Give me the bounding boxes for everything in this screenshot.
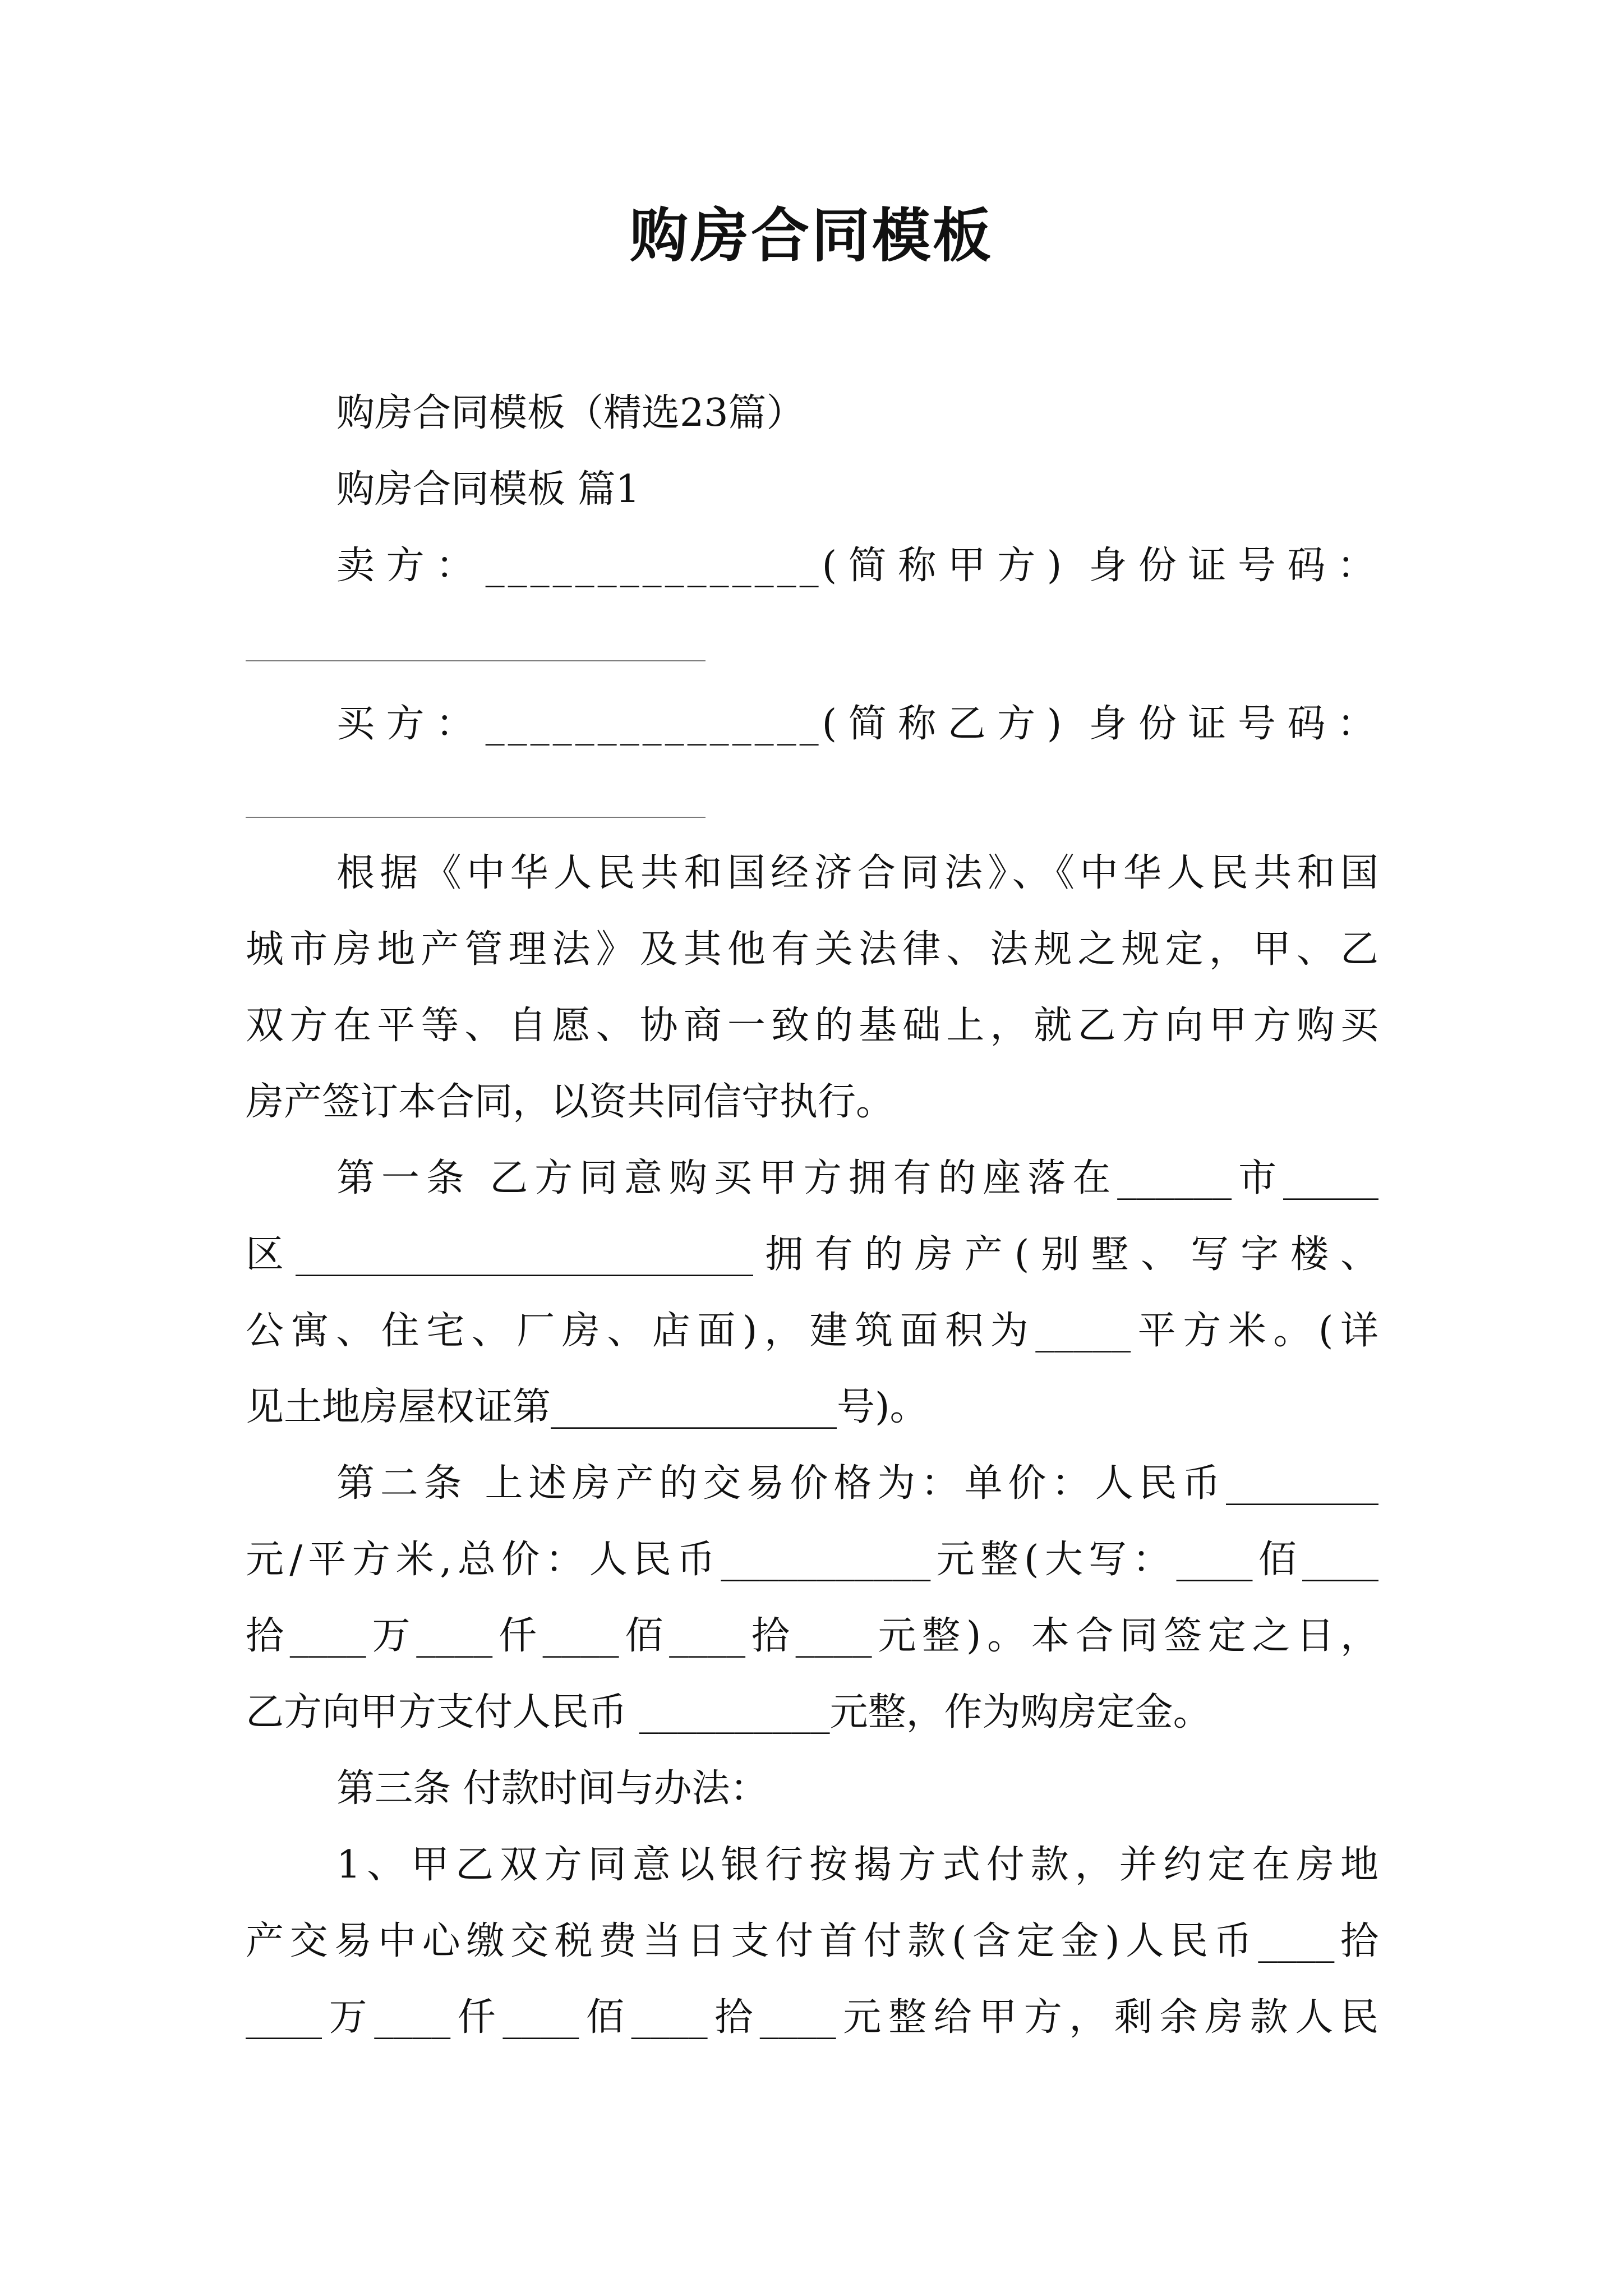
article1-line-3: 公寓、住宅、厂房、店面)，建筑面积为_____平方米。(详 <box>246 1309 1378 1353</box>
article2-line-1: 第二条 上述房产的交易价格为：单价：人民币________ <box>336 1461 1378 1506</box>
article1-line-4: 见土地房屋权证第_______________号)。 <box>246 1385 928 1429</box>
preamble-line-4: 房产签订本合同，以资共同信守执行。 <box>246 1080 895 1124</box>
buyer-id-blank <box>246 817 706 818</box>
article3-heading: 第三条 付款时间与办法： <box>336 1766 768 1811</box>
seller-id-blank <box>246 660 706 661</box>
seller-line: 卖方：_______________(简称甲方) 身份证号码： <box>336 544 1378 588</box>
section-heading: 购房合同模板 篇1 <box>336 467 640 512</box>
document-title: 购房合同模板 <box>629 201 993 270</box>
article1-line-1: 第一条 乙方同意购买甲方拥有的座落在______市_____ <box>336 1156 1378 1200</box>
article2-line-2: 元/平方米,总价：人民币___________元整(大写：____佰____ <box>246 1538 1378 1582</box>
buyer-line: 买方：_______________(简称乙方) 身份证号码： <box>336 702 1378 746</box>
article2-line-3: 拾____万____仟____佰____拾____元整)。本合同签定之日， <box>246 1614 1378 1658</box>
article1-line-2: 区________________________拥有的房产(别墅、写字楼、 <box>246 1232 1378 1277</box>
preamble-line-2: 城市房地产管理法》及其他有关法律、法规之规定，甲、乙 <box>246 927 1378 972</box>
article3-item1-line-2: 产交易中心缴交税费当日支付首付款(含定金)人民币____拾 <box>246 1919 1378 1963</box>
preamble-line-3: 双方在平等、自愿、协商一致的基础上，就乙方向甲方购买 <box>246 1004 1378 1048</box>
article3-item1-line-1: 1、甲乙双方同意以银行按揭方式付款，并约定在房地 <box>336 1843 1378 1887</box>
subtitle: 购房合同模板（精选23篇） <box>336 391 805 435</box>
article2-line-4: 乙方向甲方支付人民币 __________元整，作为购房定金。 <box>246 1690 1211 1734</box>
article3-item1-line-3: ____万____仟____佰____拾____元整给甲方，剩余房款人民 <box>246 1995 1378 2040</box>
preamble-line-1: 根据《中华人民共和国经济合同法》、《中华人民共和国 <box>336 851 1378 895</box>
